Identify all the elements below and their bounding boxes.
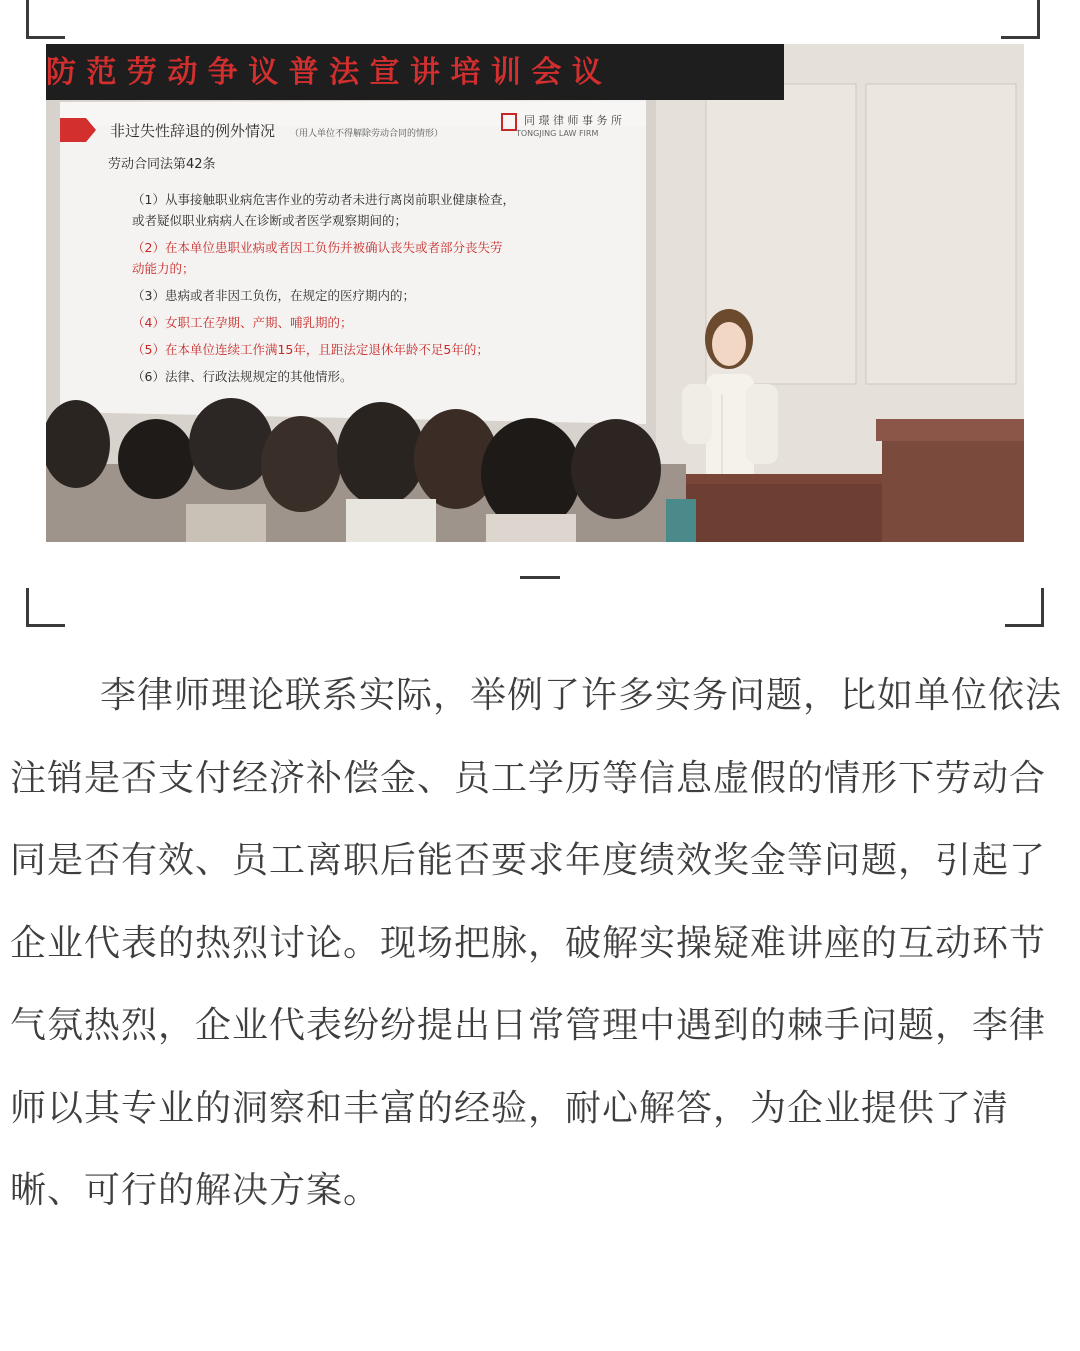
slide-item-1-cont: 或者疑似职业病病人在诊断或者医学观察期间的； <box>132 213 408 228</box>
slide-article-ref: 劳动合同法第42条 <box>108 157 216 172</box>
article-paragraph: 李律师理论联系实际，举例了许多实务问题，比如单位依法注销是否支付经济补偿金、员工学历等信息虚假的情形下劳动合同是否有效、员工离职后能否要求年度绩效奖金等问题，引起了企业代表的热烈讨论。现场把脉，破解实操疑难讲座的互动环节气氛热烈，企业代表纷纷提出日常管理中遇到的棘手问题，李律师以其专业的洞察和丰富的经验，耐心解答，为企业提供了清晰、可行的解决方案。 <box>10 675 1063 1211</box>
frame-center-dash <box>520 576 560 579</box>
seminar-photo <box>46 44 1024 542</box>
banner-text: 防 范 劳 动 争 议 普 法 宣 讲 培 训 会 议 <box>46 55 602 90</box>
slide-item-6: （6）法律、行政法规规定的其他情形。 <box>132 369 353 384</box>
slide-item-1: （1）从事接触职业病危害作业的劳动者未进行离岗前职业健康检查， <box>132 192 515 207</box>
seminar-photo-drawing <box>46 44 1024 542</box>
slide-firm-cn: 同 璟 律 师 事 务 所 <box>524 114 622 127</box>
frame-corner-bottom-left <box>26 588 65 627</box>
frame-corner-bottom-right <box>1005 588 1044 627</box>
slide-item-2-cont: 动能力的； <box>132 261 195 276</box>
slide-item-2: （2）在本单位患职业病或者因工负伤并被确认丧失或者部分丧失劳 <box>132 240 503 255</box>
frame-corner-top-right <box>1001 0 1040 39</box>
slide-item-5: （5）在本单位连续工作满15年，且距法定退休年龄不足5年的； <box>132 342 489 357</box>
slide-item-3: （3）患病或者非因工负伤，在规定的医疗期内的； <box>132 288 415 303</box>
slide-title: 非过失性辞退的例外情况 <box>110 122 276 140</box>
slide-item-4: （4）女职工在孕期、产期、哺乳期的； <box>132 315 353 330</box>
slide-firm-en: TONGJING LAW FIRM <box>516 129 599 138</box>
slide-title-note: （用人单位不得解除劳动合同的情形） <box>290 129 444 139</box>
frame-corner-top-left <box>26 0 65 39</box>
